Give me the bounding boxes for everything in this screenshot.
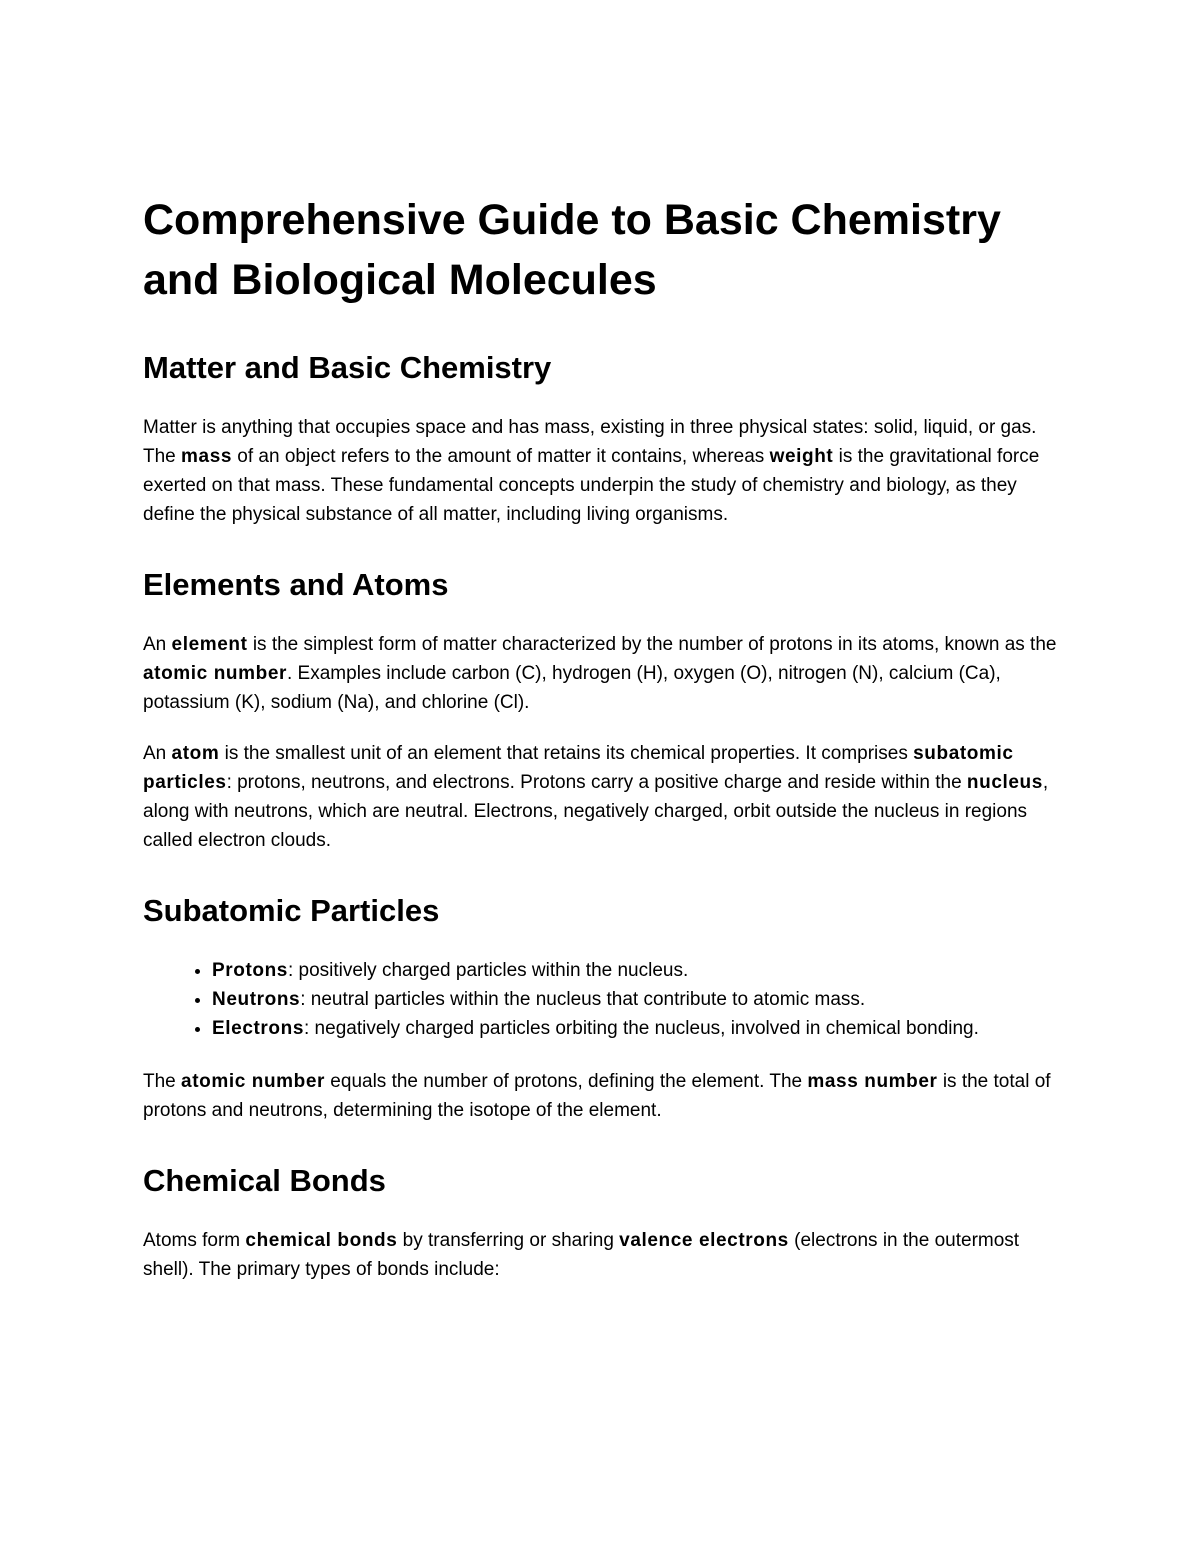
bold-term: Neutrons bbox=[212, 989, 301, 1010]
bold-term: weight bbox=[769, 446, 834, 467]
section-heading: Subatomic Particles bbox=[143, 893, 440, 928]
bold-term: atom bbox=[171, 743, 220, 764]
text-run: Atoms form bbox=[143, 1230, 246, 1251]
section-heading: Matter and Basic Chemistry bbox=[143, 350, 552, 385]
bold-term: element bbox=[171, 634, 248, 655]
bold-term: atomic number bbox=[181, 1071, 326, 1092]
text-run: (electrons in the outermost shell). The primary types of bonds include: bbox=[143, 1230, 1020, 1280]
text-run: The bbox=[143, 1071, 182, 1092]
text-run: . Examples include carbon (C), hydrogen (H), oxygen (O), nitrogen (N), calcium (Ca), potassium (K), sodium (Na), and chlorine (Cl). bbox=[143, 663, 1001, 713]
bold-term: subatomic particles bbox=[143, 743, 1014, 793]
text-run: An bbox=[143, 743, 172, 764]
text-run: : protons, neutrons, and electrons. Protons carry a positive charge and reside within the bbox=[226, 772, 967, 793]
text-run: is the gravitational force exerted on that mass. These fundamental concepts underpin the study of chemistry and biology, as they define the physical substance of all matter, including living organisms. bbox=[143, 446, 1040, 525]
paragraph bbox=[143, 1067, 1063, 1125]
text-run: is the total of protons and neutrons, determining the isotope of the element. bbox=[143, 1071, 1051, 1121]
document-title: Comprehensive Guide to Basic Chemistry and Biological Molecules bbox=[143, 196, 1001, 304]
bold-term: Protons bbox=[212, 960, 288, 981]
paragraph bbox=[143, 413, 1063, 529]
paragraph bbox=[143, 739, 1063, 855]
text-run: Matter is anything that occupies space and has mass, existing in three physical states: solid, liquid, or gas. The bbox=[143, 417, 1037, 467]
list-item bbox=[212, 1014, 1063, 1043]
section-heading: Chemical Bonds bbox=[143, 1163, 386, 1198]
text-run: is the simplest form of matter characterized by the number of protons in its atoms, known as the bbox=[247, 634, 1057, 655]
text-run: , along with neutrons, which are neutral. Electrons, negatively charged, orbit outside the nucleus in regions called electron clouds. bbox=[143, 772, 1049, 851]
bold-term: mass bbox=[181, 446, 233, 467]
text-run: equals the number of protons, defining the element. The bbox=[325, 1071, 808, 1092]
bold-term: mass number bbox=[807, 1071, 938, 1092]
text-run: is the smallest unit of an element that retains its chemical properties. It comprises bbox=[219, 743, 914, 764]
text-run: by transferring or sharing bbox=[397, 1230, 620, 1251]
text-run: : positively charged particles within the nucleus. bbox=[287, 960, 689, 981]
text-run: : negatively charged particles orbiting the nucleus, involved in chemical bonding. bbox=[304, 1018, 979, 1039]
paragraph bbox=[143, 630, 1063, 717]
text-run: : neutral particles within the nucleus that contribute to atomic mass. bbox=[300, 989, 866, 1010]
section-heading: Elements and Atoms bbox=[143, 567, 449, 602]
list-item bbox=[212, 956, 1063, 985]
bullet-list bbox=[143, 956, 1063, 1043]
document-page bbox=[143, 190, 1063, 1306]
text-run: An bbox=[143, 634, 172, 655]
text-run: of an object refers to the amount of matter it contains, whereas bbox=[232, 446, 770, 467]
bold-term: nucleus bbox=[966, 772, 1043, 793]
bold-term: valence electrons bbox=[619, 1230, 789, 1251]
bold-term: atomic number bbox=[143, 663, 287, 684]
list-item bbox=[212, 985, 1063, 1014]
bold-term: chemical bonds bbox=[245, 1230, 398, 1251]
bold-term: Electrons bbox=[212, 1018, 304, 1039]
paragraph bbox=[143, 1226, 1063, 1284]
